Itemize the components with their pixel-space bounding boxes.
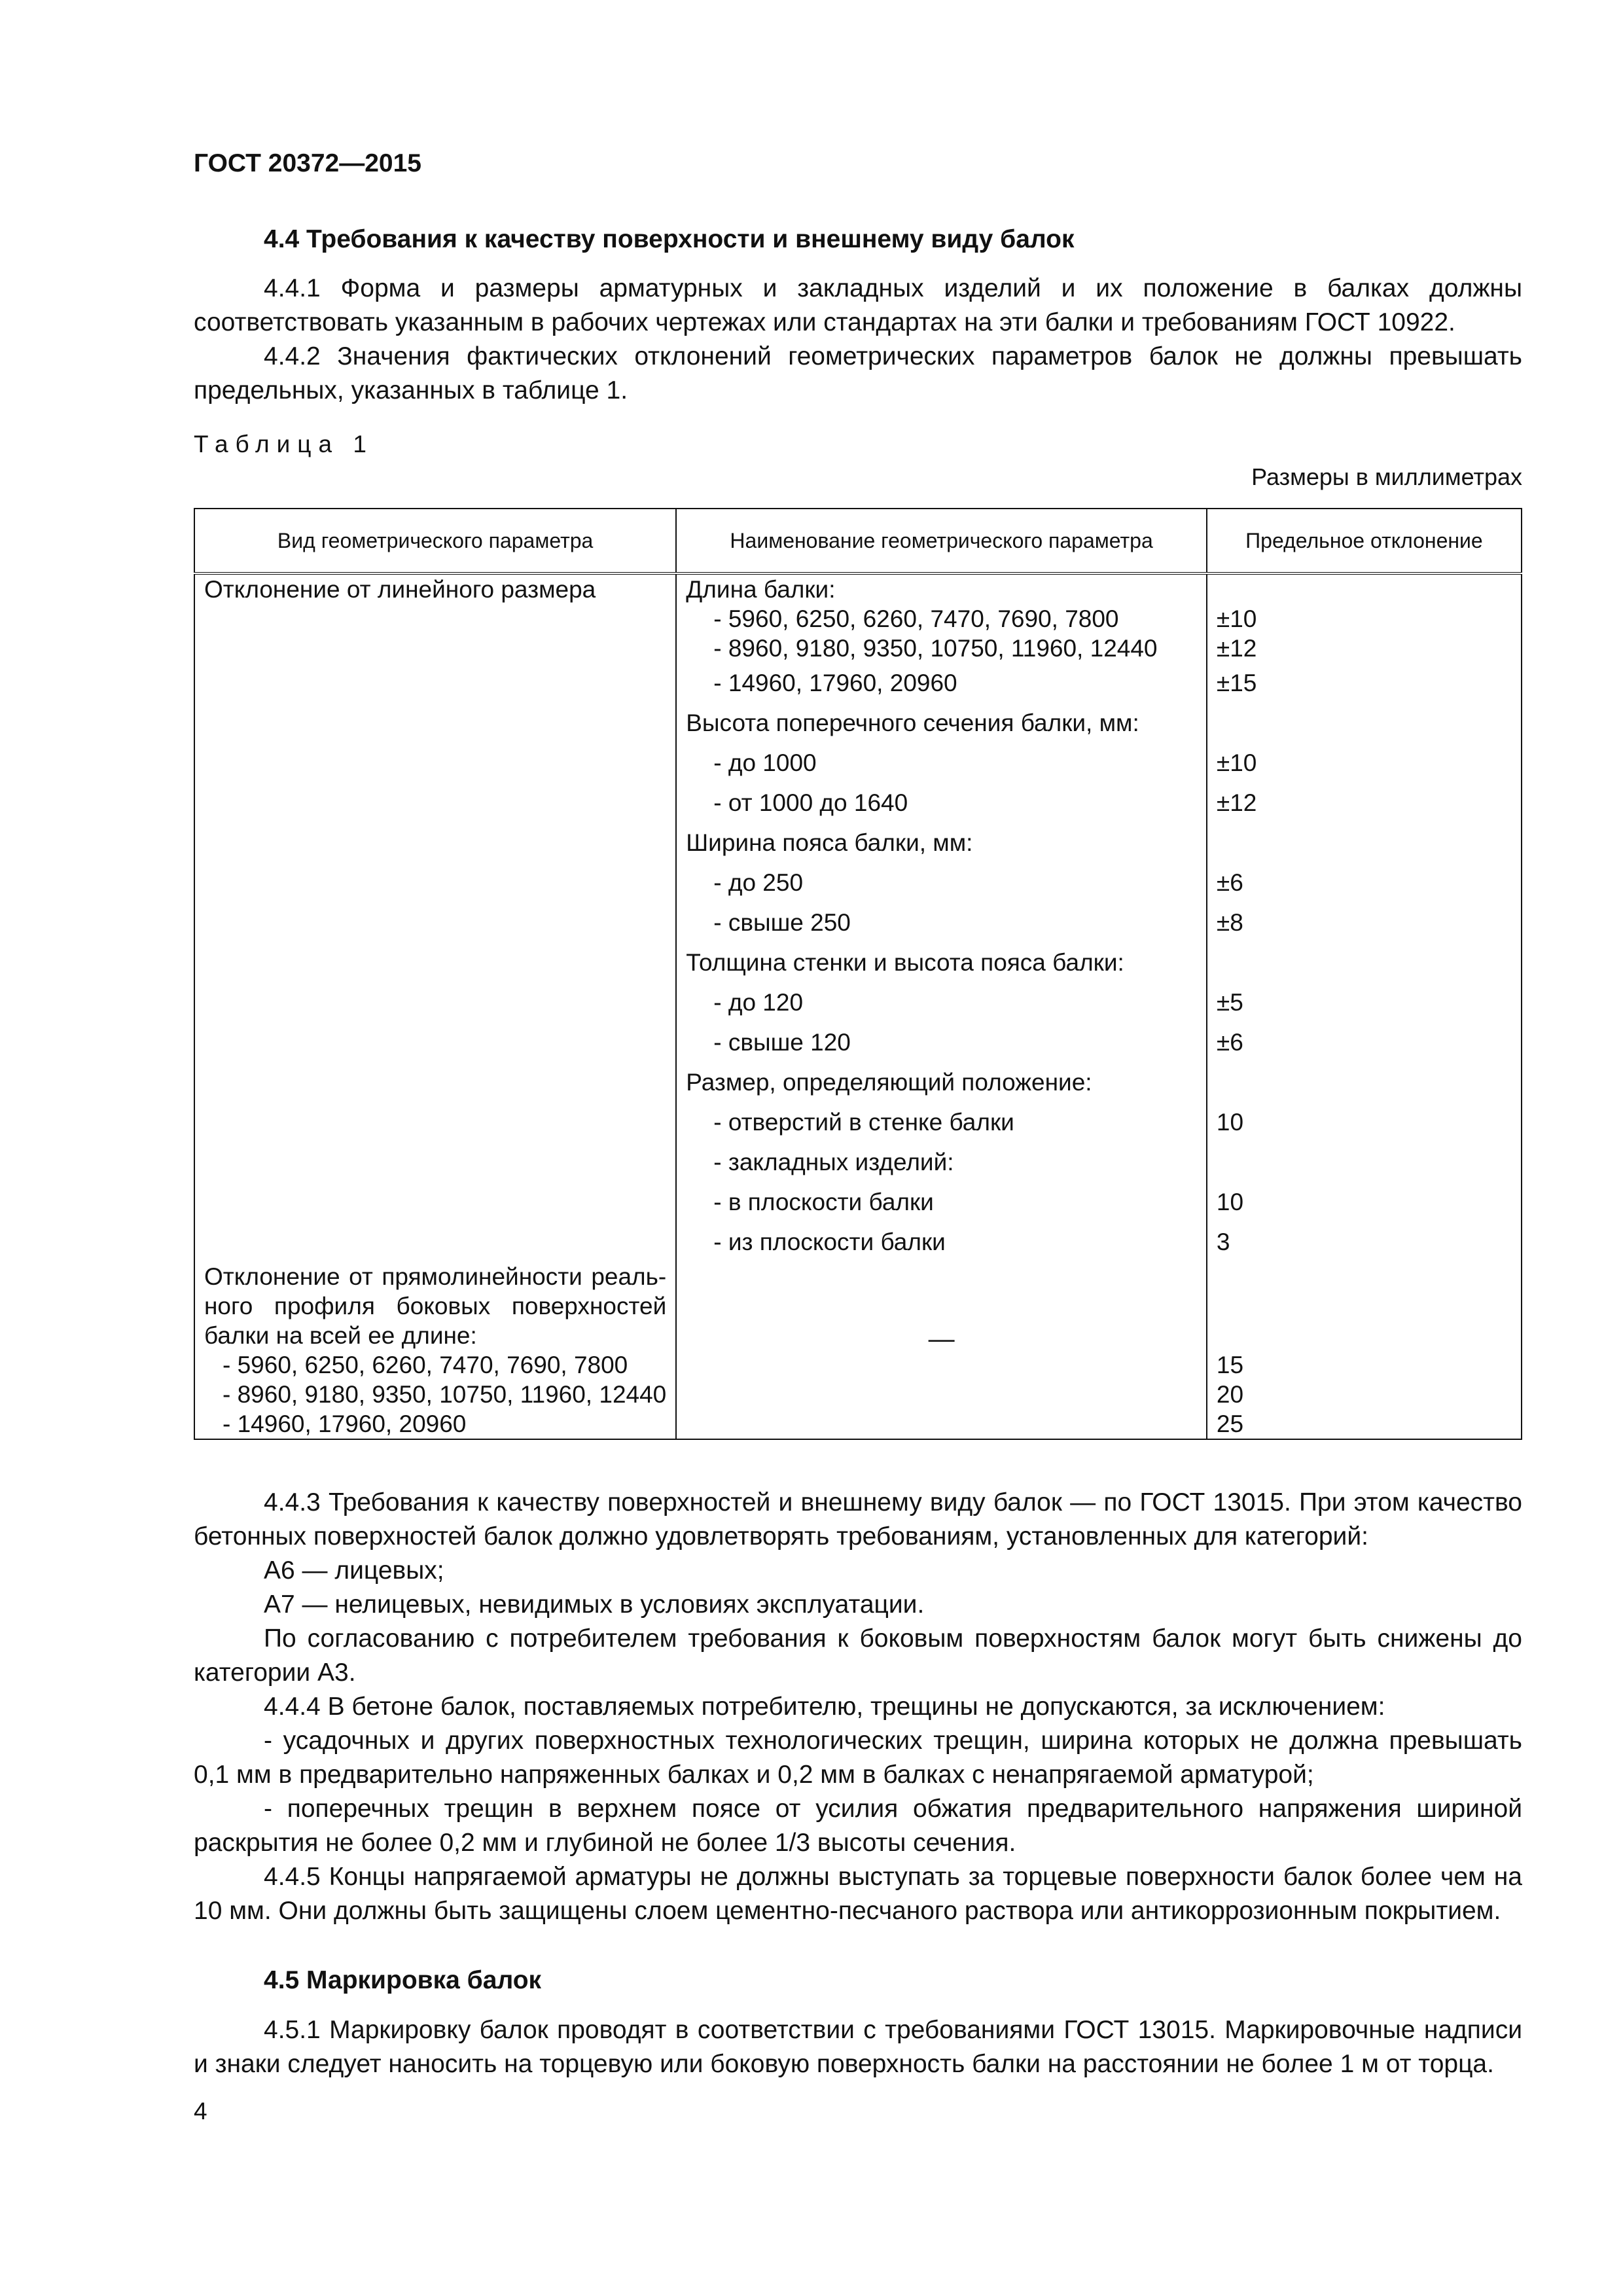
section-4-5-heading: 4.5 Маркировка балок bbox=[264, 1966, 542, 1994]
tolerance-value: ±6 bbox=[1216, 1029, 1243, 1056]
param-line: - до 250 bbox=[713, 869, 804, 896]
category-a7: А7 — нелицевых, невидимых в условиях эксплуатации. bbox=[264, 1590, 925, 1619]
header-param-name: Наименование геометрического параметра bbox=[676, 509, 1207, 573]
param-line: - до 120 bbox=[713, 989, 804, 1016]
tolerance-value: ±10 bbox=[1216, 749, 1257, 776]
paragraph-4-4-5: 4.4.5 Концы напрягаемой арматуры не должны выступать за торцевые поверхности балок более чем на 10 мм. Они должны быть защищены слоем цементно-песчаного раствора или антикоррозионным покрытием. bbox=[194, 1863, 1522, 1925]
param-line: - закладных изделий: bbox=[713, 1149, 954, 1175]
page-number: 4 bbox=[194, 2098, 207, 2125]
table-header-row bbox=[194, 509, 1522, 573]
tolerance-value bbox=[1217, 1062, 1512, 1102]
param-line: - свыше 250 bbox=[713, 909, 851, 936]
table-row bbox=[194, 573, 1522, 1262]
param-line: - от 1000 до 1640 bbox=[713, 789, 908, 816]
paragraph-4-4-1: 4.4.1 Форма и размеры арматурных и закладных изделий и их положение в балках должны соответствовать указанным в рабочих чертежах или стандартах на эти балки и требованиям ГОСТ 10922. bbox=[194, 274, 1522, 336]
tolerance-value: 3 bbox=[1216, 1229, 1230, 1255]
document-code: ГОСТ 20372—2015 bbox=[194, 149, 421, 177]
paragraph-4-5-1: 4.5.1 Маркировку балок проводят в соответствии с требованиями ГОСТ 13015. Маркировочные надписи и знаки следует наносить на торцевую или боковую поверхность балки на расстоянии не более 1 м от торца. bbox=[194, 2016, 1522, 2078]
row1-kind-cell bbox=[194, 573, 676, 1262]
tolerance-value: ±8 bbox=[1216, 909, 1243, 936]
row2-kind-item: - 8960, 9180, 9350, 10750, 11960, 12440 bbox=[223, 1381, 667, 1408]
section-4-4-intro bbox=[194, 272, 1522, 408]
paragraph-4-4-3-note: По согласованию с потребителем требования к боковым поверхностям балок могут быть снижены до категории А3. bbox=[194, 1624, 1522, 1687]
paragraph-4-4-3: 4.4.3 Требования к качеству поверхностей и внешнему виду балок — по ГОСТ 13015. При этом качество бетонных поверхностей балок должно удовлетворять требованиям, установленных для категорий: bbox=[194, 1488, 1522, 1551]
tolerance-value: 15 bbox=[1216, 1352, 1244, 1378]
tolerance-value bbox=[1217, 823, 1512, 863]
param-line: Высота поперечного сечения балки, мм: bbox=[686, 709, 1139, 736]
section-4-4-heading: 4.4 Требования к качеству поверхности и внешнему виду балок bbox=[264, 225, 1075, 253]
param-line: - свыше 120 bbox=[713, 1029, 851, 1056]
tolerance-value bbox=[1217, 575, 1512, 604]
row1-value-cell bbox=[1207, 573, 1522, 1262]
category-a6: А6 — лицевых; bbox=[264, 1556, 444, 1585]
row2-kind-item: - 14960, 17960, 20960 bbox=[223, 1410, 467, 1437]
section-4-5-body bbox=[194, 2013, 1522, 2081]
tolerance-value bbox=[1217, 942, 1512, 982]
header-tolerance: Предельное отклонение bbox=[1207, 509, 1522, 573]
tolerance-value: 25 bbox=[1216, 1410, 1244, 1437]
tolerance-table bbox=[194, 508, 1522, 1440]
row1-name-cell bbox=[676, 573, 1207, 1262]
tolerance-value bbox=[1217, 703, 1512, 743]
table-row bbox=[194, 1262, 1522, 1439]
tolerance-value: ±12 bbox=[1216, 789, 1257, 816]
param-line: - из плоскости балки bbox=[713, 1229, 946, 1255]
tolerance-value: ±12 bbox=[1216, 635, 1257, 662]
paragraph-4-4-4: 4.4.4 В бетоне балок, поставляемых потребителю, трещины не допускаются, за исключением: bbox=[264, 1693, 1385, 1721]
row2-kind-line: Отклонение от прямолинейности реаль- bbox=[204, 1263, 667, 1290]
section-4-4-continuation bbox=[194, 1486, 1522, 1928]
row1-kind: Отклонение от линейного размера bbox=[204, 576, 596, 603]
header-param-kind: Вид геометрического параметра bbox=[194, 509, 676, 573]
tolerance-value: ±10 bbox=[1216, 605, 1257, 632]
row2-kind-cell bbox=[194, 1262, 676, 1439]
param-line: - 5960, 6250, 6260, 7470, 7690, 7800 bbox=[713, 605, 1119, 632]
param-line: Толщина стенки и высота пояса балки: bbox=[686, 949, 1124, 976]
tolerance-value: ±15 bbox=[1216, 670, 1257, 696]
table-units-note: Размеры в миллиметрах bbox=[1251, 463, 1522, 490]
paragraph-4-4-4-item-b: - поперечных трещин в верхнем поясе от усилия обжатия предварительного напряжения шириной раскрытия не более 0,2 мм и глубиной не более 1/3 высоты сечения. bbox=[194, 1795, 1522, 1857]
param-line: - до 1000 bbox=[713, 749, 817, 776]
param-line: - 14960, 17960, 20960 bbox=[713, 670, 957, 696]
param-line: - в плоскости балки bbox=[713, 1189, 934, 1215]
param-line: Размер, определяющий положение: bbox=[686, 1069, 1092, 1096]
tolerance-value: 10 bbox=[1216, 1189, 1244, 1215]
row2-kind-line: ного профиля боковых поверхностей bbox=[204, 1293, 667, 1319]
param-line: Длина балки: bbox=[686, 576, 836, 603]
row2-spacer bbox=[1217, 1262, 1512, 1291]
param-line: - 8960, 9180, 9350, 10750, 11960, 12440 bbox=[713, 635, 1158, 662]
tolerance-value: 20 bbox=[1216, 1381, 1244, 1408]
row2-kind-item: - 5960, 6250, 6260, 7470, 7690, 7800 bbox=[223, 1352, 628, 1378]
paragraph-4-4-4-item-a: - усадочных и других поверхностных технологических трещин, ширина которых не должна превышать 0,1 мм в предварительно напряженных балках и 0,2 мм в балках с ненапрягаемой арматурой; bbox=[194, 1727, 1522, 1789]
tolerance-value bbox=[1217, 1142, 1512, 1182]
tolerance-value: 10 bbox=[1216, 1109, 1244, 1136]
tolerance-value: ±6 bbox=[1216, 869, 1243, 896]
param-line: Ширина пояса балки, мм: bbox=[686, 829, 973, 856]
row2-name-cell: — bbox=[676, 1262, 1207, 1439]
row2-kind-line: балки на всей ее длине: bbox=[204, 1322, 477, 1349]
tolerance-value: ±5 bbox=[1216, 989, 1243, 1016]
row2-spacer bbox=[1217, 1321, 1512, 1350]
table-label: Таблица 1 bbox=[194, 431, 374, 457]
param-line: - отверстий в стенке балки bbox=[713, 1109, 1014, 1136]
paragraph-4-4-2: 4.4.2 Значения фактических отклонений геометрических параметров балок не должны превышать предельных, указанных в таблице 1. bbox=[194, 342, 1522, 404]
row2-spacer bbox=[1217, 1291, 1512, 1321]
row2-value-cell bbox=[1207, 1262, 1522, 1439]
